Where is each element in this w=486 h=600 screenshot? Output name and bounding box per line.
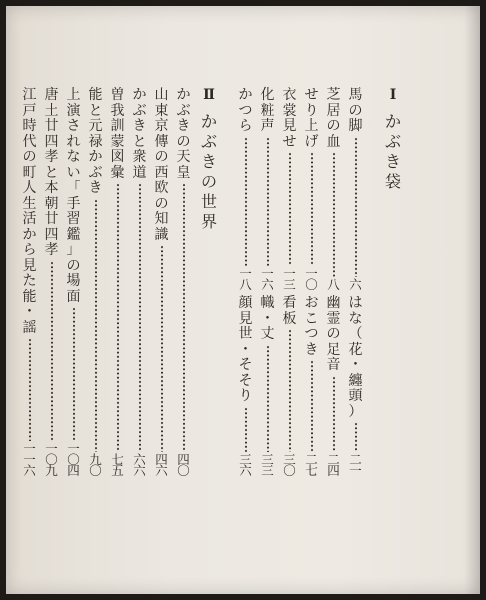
- entry-page-number: 七 五: [111, 452, 124, 478]
- toc-entry: [304, 296, 319, 476]
- dot-leader: [29, 338, 31, 441]
- section-title: か ぶ き 袋: [384, 112, 401, 191]
- entry-page-number: 二 一: [349, 452, 362, 478]
- spine-shadow: [464, 6, 480, 594]
- entry-title: 山 東 京 傳 の 西 欧 の 知 識: [154, 87, 169, 243]
- entry-title: 化 粧 声: [260, 87, 275, 134]
- entry-page-number: 一 〇 四: [67, 441, 80, 478]
- dot-leader: [289, 152, 291, 266]
- toc-entry: [282, 296, 297, 476]
- entry-page-number: 一 〇 九: [45, 441, 58, 478]
- dot-leader: [333, 152, 335, 277]
- dot-leader: [311, 152, 313, 266]
- entry-page-number: 三 三: [261, 452, 274, 478]
- entry-title: 能 と 元 禄 か ぶ き: [88, 87, 103, 196]
- entry-page-number: 二 四: [327, 452, 340, 478]
- entry-page-number: 四 六: [155, 452, 168, 478]
- entry-title: 幽 霊 の 足 音: [326, 295, 341, 373]
- section-numeral: Ⅰ: [389, 87, 397, 103]
- entry-page-number: 一 〇: [305, 266, 318, 292]
- entry-page-number: 二 七: [305, 452, 318, 478]
- dot-leader: [333, 376, 335, 453]
- dot-leader: [355, 422, 357, 452]
- entry-page-number: 六 六: [133, 452, 146, 478]
- entry-title: 上 演 さ れ な い 「 手 習 鑑 」 の 場 面: [66, 87, 81, 305]
- entry-page-number: 三 六: [239, 452, 252, 478]
- dot-leader: [245, 137, 247, 267]
- toc-entry: [326, 88, 341, 290]
- dot-leader: [267, 137, 269, 267]
- toc-entry: [348, 296, 363, 476]
- toc-entry: [66, 88, 81, 476]
- entry-page-number: 一 一 六: [23, 441, 36, 478]
- toc-entry: [22, 88, 37, 476]
- entry-title: は な （ 花 ・ 纏 頭 ）: [348, 295, 363, 420]
- entry-title: か ぶ き と 衆 道: [132, 87, 147, 181]
- entry-title: 曽 我 訓 蒙 図 彙: [110, 87, 125, 181]
- entry-page-number: 一 三: [283, 266, 296, 292]
- toc-entry: [282, 88, 297, 290]
- entry-title: か ぶ き の 天 皇: [176, 87, 191, 181]
- toc-entry: [110, 88, 125, 476]
- toc-entry: [238, 296, 253, 476]
- section-numeral: Ⅱ: [203, 87, 215, 103]
- dot-leader: [139, 183, 141, 452]
- dot-leader: [73, 307, 75, 441]
- section-heading-1: [384, 86, 402, 192]
- dot-leader: [355, 137, 357, 278]
- dot-leader: [117, 183, 119, 452]
- entry-title: お こ つ き: [304, 295, 319, 358]
- dot-leader: [161, 245, 163, 452]
- dot-leader: [51, 261, 53, 442]
- toc-entry: [88, 88, 103, 476]
- toc-entry: [154, 88, 169, 476]
- toc-entry: [238, 88, 253, 290]
- entry-page-number: 四 〇: [177, 452, 190, 478]
- entry-title: 江 戸 時 代 の 町 人 生 活 か ら 見 た 能 ・ 謡: [22, 87, 37, 336]
- toc-entry: [348, 88, 363, 290]
- entry-title: か つ ら: [238, 87, 253, 134]
- dot-leader: [245, 407, 247, 453]
- dot-leader: [183, 183, 185, 452]
- entry-page-number: 三 〇: [283, 452, 296, 478]
- book-page: [6, 6, 480, 594]
- entry-page-number: 六: [349, 277, 362, 292]
- entry-title: 芝 居 の 血: [326, 87, 341, 150]
- entry-title: 馬 の 脚: [348, 87, 363, 134]
- dot-leader: [311, 360, 313, 452]
- entry-page-number: 八: [327, 277, 340, 292]
- toc-entry: [44, 88, 59, 476]
- toc-entry: [260, 296, 275, 476]
- section-heading-2: [200, 86, 218, 232]
- dot-leader: [95, 199, 97, 453]
- entry-page-number: 一 八: [239, 266, 252, 292]
- entry-title: 看 板: [282, 295, 297, 327]
- entry-title: 衣 裳 見 せ: [282, 87, 297, 150]
- toc-entry: [176, 88, 191, 476]
- entry-title: 唐 土 廿 四 孝 と 本 朝 廿 四 孝: [44, 87, 59, 258]
- toc-entry: [132, 88, 147, 476]
- entry-page-number: 九 〇: [89, 452, 102, 478]
- entry-title: 顔 見 世 ・ そ そ り: [238, 295, 253, 404]
- dot-leader: [289, 329, 291, 452]
- toc-entry: [260, 88, 275, 290]
- toc-entry: [326, 296, 341, 476]
- toc-entry: [304, 88, 319, 290]
- entry-page-number: 一 六: [261, 266, 274, 292]
- entry-title: 幟 ・ 丈: [260, 295, 275, 342]
- dot-leader: [267, 345, 269, 453]
- entry-title: せ り 上 げ: [304, 87, 319, 150]
- section-title: か ぶ き の 世 界: [200, 112, 217, 231]
